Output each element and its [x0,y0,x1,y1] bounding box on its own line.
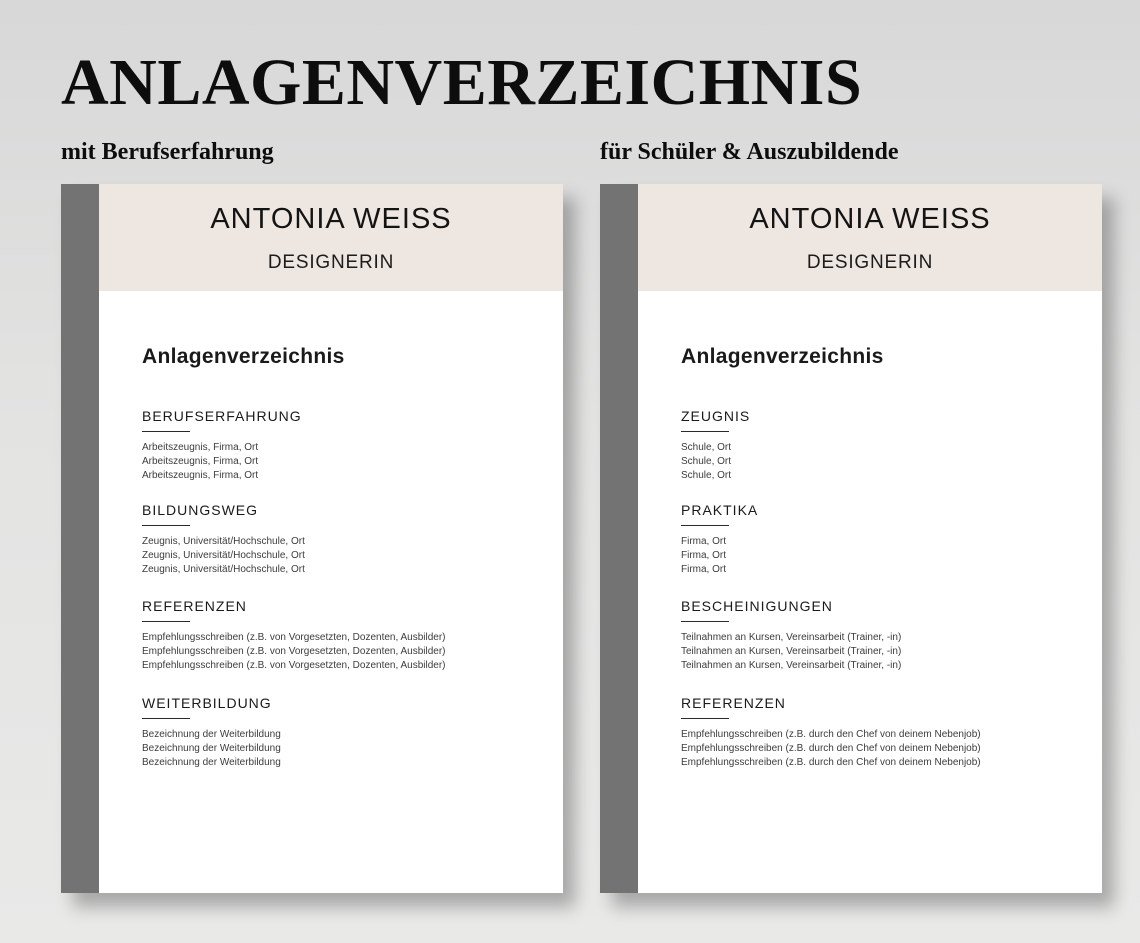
section-title: REFERENZEN [681,695,786,711]
list-item: Bezeichnung der Weiterbildung [142,729,281,740]
section-divider [142,525,190,526]
list-item: Teilnahmen an Kursen, Vereinsarbeit (Trainer, -in) [681,646,902,657]
left-header [99,184,563,291]
list-item: Firma, Ort [681,550,726,561]
section-divider [142,621,190,622]
list-item: Firma, Ort [681,564,726,575]
list-item: Arbeitszeugnis, Firma, Ort [142,456,259,467]
right-name: ANTONIA WEISS [749,203,991,235]
right-role: DESIGNERIN [806,252,934,273]
section-title: WEITERBILDUNG [142,695,272,711]
left-name: ANTONIA WEISS [210,203,452,235]
list-item: Teilnahmen an Kursen, Vereinsarbeit (Trainer, -in) [681,632,902,643]
list-item: Arbeitszeugnis, Firma, Ort [142,470,259,481]
left-role: DESIGNERIN [267,252,395,273]
left-doc-heading: Anlagenverzeichnis [142,345,345,368]
list-item: Zeugnis, Universität/Hochschule, Ort [142,550,305,561]
list-item: Bezeichnung der Weiterbildung [142,743,281,754]
list-item: Empfehlungsschreiben (z.B. von Vorgesetzten, Dozenten, Ausbilder) [142,632,446,643]
left-section-berufserfahrung [142,408,302,483]
list-item: Zeugnis, Universität/Hochschule, Ort [142,536,305,547]
right-subtitle: für Schüler & Auszubildende [600,139,899,165]
right-sidebar-bar [600,184,638,893]
right-section-zeugnis [681,408,750,483]
section-title: BILDUNGSWEG [142,502,259,518]
list-item: Zeugnis, Universität/Hochschule, Ort [142,564,305,575]
section-title: BESCHEINIGUNGEN [681,598,833,614]
section-title: REFERENZEN [142,598,247,614]
list-item: Schule, Ort [681,470,732,481]
right-section-referenzen [681,695,981,770]
left-sidebar-bar [61,184,99,893]
right-section-praktika [681,502,758,577]
list-item: Empfehlungsschreiben (z.B. durch den Chef von deinem Nebenjob) [681,729,981,740]
section-title: ZEUGNIS [681,408,751,424]
list-item: Schule, Ort [681,442,732,453]
right-document [600,184,1102,893]
list-item: Firma, Ort [681,536,726,547]
left-document [61,184,563,893]
section-divider [681,621,729,622]
list-item: Empfehlungsschreiben (z.B. von Vorgesetzten, Dozenten, Ausbilder) [142,646,446,657]
left-section-weiterbildung [142,695,281,770]
section-divider [681,525,729,526]
section-divider [142,431,190,432]
list-item: Empfehlungsschreiben (z.B. durch den Chef von deinem Nebenjob) [681,757,981,768]
left-section-referenzen [142,598,446,673]
section-title: PRAKTIKA [681,502,759,518]
section-divider [681,431,729,432]
section-title: BERUFSERFAHRUNG [142,408,302,424]
list-item: Teilnahmen an Kursen, Vereinsarbeit (Trainer, -in) [681,660,902,671]
right-section-bescheinigungen [681,598,901,673]
list-item: Bezeichnung der Weiterbildung [142,757,281,768]
section-divider [142,718,190,719]
section-divider [681,718,729,719]
right-doc-heading: Anlagenverzeichnis [681,345,884,368]
left-subtitle: mit Berufserfahrung [61,139,274,165]
list-item: Empfehlungsschreiben (z.B. durch den Chef von deinem Nebenjob) [681,743,981,754]
list-item: Schule, Ort [681,456,732,467]
page-title: ANLAGENVERZEICHNIS [61,46,863,119]
list-item: Arbeitszeugnis, Firma, Ort [142,442,259,453]
right-header [638,184,1102,291]
left-section-bildungsweg [142,502,305,577]
list-item: Empfehlungsschreiben (z.B. von Vorgesetzten, Dozenten, Ausbilder) [142,660,446,671]
